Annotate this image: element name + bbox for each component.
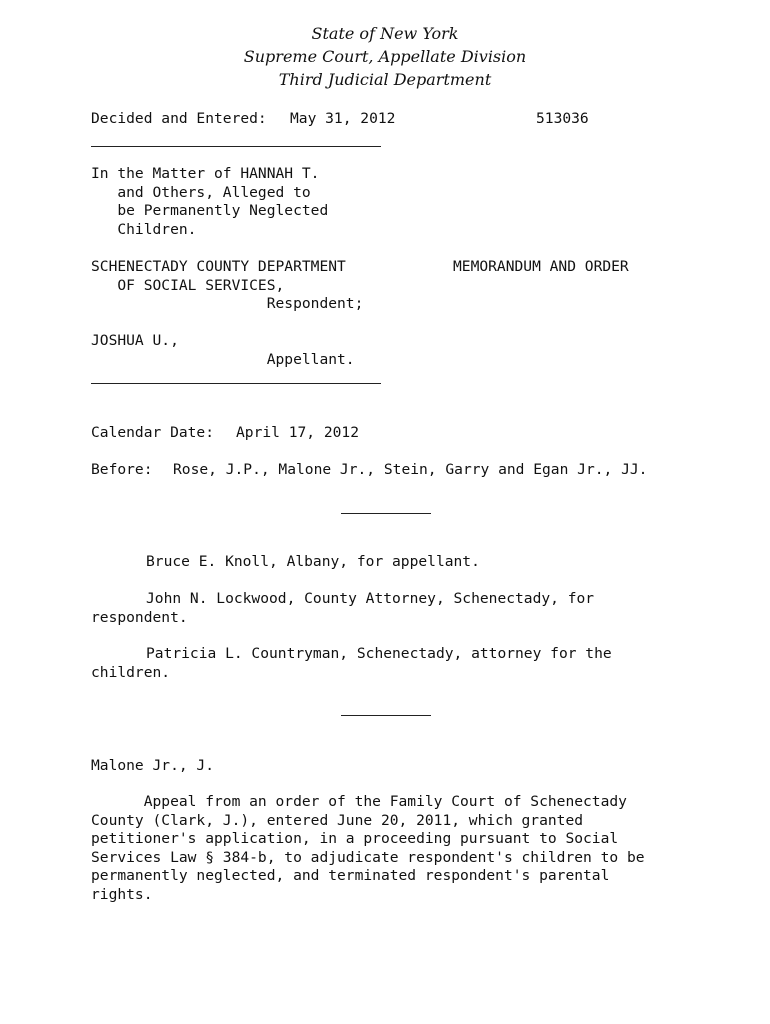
- matter-line-3: be Permanently Neglected: [91, 202, 329, 219]
- opinion-line-2: County (Clark, J.), entered June 20, 2011, which granted: [91, 811, 584, 829]
- separator-rule-1: [341, 513, 431, 514]
- matter-line-1: In the Matter of HANNAH T.: [91, 165, 320, 182]
- opinion-line-6: rights.: [91, 885, 153, 903]
- opinion-line-1: Appeal from an order of the Family Court of Schenectady: [91, 793, 627, 810]
- counsel-children-line-1: Patricia L. Countryman, Schenectady, attorney for the: [146, 645, 612, 662]
- opinion-line-5: permanently neglected, and terminated respondent's parental: [91, 867, 610, 884]
- counsel-respondent-line-2: respondent.: [91, 608, 188, 626]
- calendar-date: April 17, 2012: [236, 424, 360, 441]
- decided-label: Decided and Entered:: [91, 110, 267, 127]
- counsel-appellant: Bruce E. Knoll, Albany, for appellant.: [146, 553, 480, 570]
- decided-date: May 31, 2012: [290, 110, 396, 127]
- caption-bottom-rule: [91, 383, 381, 384]
- docket-number: 513036: [536, 110, 589, 127]
- court-department: Third Judicial Department: [278, 70, 492, 89]
- court-state: State of New York: [311, 24, 459, 43]
- petitioner-line-3: Respondent;: [91, 295, 364, 312]
- petitioner-line-2: OF SOCIAL SERVICES,: [91, 276, 285, 294]
- matter-line-2: and Others, Alleged to: [91, 183, 311, 201]
- before-judges: Rose, J.P., Malone Jr., Stein, Garry and Egan Jr., JJ.: [173, 461, 648, 478]
- caption-top-rule: [91, 146, 381, 147]
- matter-line-4: Children.: [91, 220, 197, 238]
- opinion-author: Malone Jr., J.: [91, 757, 215, 774]
- separator-rule-2: [341, 715, 431, 716]
- before-label: Before:: [91, 461, 153, 478]
- opinion-line-3: petitioner's application, in a proceeding pursuant to Social: [91, 830, 619, 847]
- appellant-line-1: JOSHUA U.,: [91, 332, 179, 349]
- court-name: Supreme Court, Appellate Division: [243, 47, 527, 66]
- counsel-children-line-2: children.: [91, 663, 171, 681]
- order-type: MEMORANDUM AND ORDER: [453, 258, 629, 275]
- counsel-respondent-line-1: John N. Lockwood, County Attorney, Schenectady, for: [146, 590, 595, 607]
- calendar-label: Calendar Date:: [91, 424, 215, 441]
- petitioner-line-1: SCHENECTADY COUNTY DEPARTMENT: [91, 258, 346, 275]
- appellant-line-2: Appellant.: [91, 350, 355, 368]
- opinion-line-4: Services Law § 384-b, to adjudicate respondent's children to be: [91, 848, 645, 866]
